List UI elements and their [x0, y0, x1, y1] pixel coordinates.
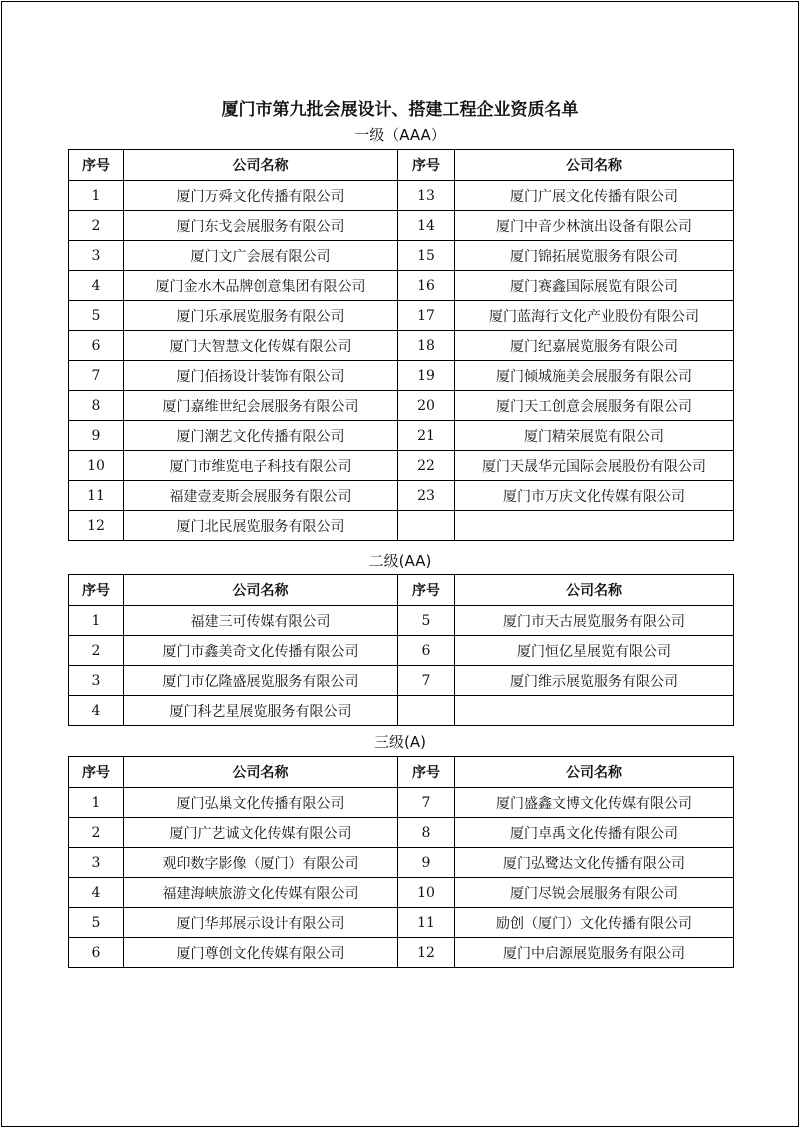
table-row — [69, 878, 734, 908]
table-row — [69, 606, 734, 636]
company-name: 福建壹麦斯会展服务有限公司 — [124, 481, 398, 511]
row-no: 10 — [398, 878, 455, 908]
table-row — [69, 301, 734, 331]
section-title-a: 三级(A) — [374, 733, 426, 751]
table-row — [69, 361, 734, 391]
company-name: 福建三可传媒有限公司 — [124, 606, 398, 636]
company-name: 厦门大智慧文化传媒有限公司 — [124, 331, 398, 361]
table-row — [69, 938, 734, 968]
table-row — [69, 421, 734, 451]
header-company-name: 公司名称 — [455, 757, 734, 788]
table-row — [69, 848, 734, 878]
company-name: 厦门精荣展览有限公司 — [455, 421, 734, 451]
company-name: 厦门锦拓展览服务有限公司 — [455, 241, 734, 271]
table-row — [69, 181, 734, 211]
row-no: 2 — [69, 211, 124, 241]
row-no: 6 — [69, 331, 124, 361]
company-name: 厦门佰扬设计装饰有限公司 — [124, 361, 398, 391]
row-no: 1 — [69, 606, 124, 636]
company-name: 厦门文广会展有限公司 — [124, 241, 398, 271]
company-name: 厦门市鑫美奇文化传播有限公司 — [124, 636, 398, 666]
row-no: 14 — [398, 211, 455, 241]
company-name: 厦门盛鑫文博文化传媒有限公司 — [455, 788, 734, 818]
row-no: 7 — [398, 788, 455, 818]
row-no: 8 — [69, 391, 124, 421]
header-company-name: 公司名称 — [124, 150, 398, 181]
table-row — [69, 451, 734, 481]
company-name: 厦门天晟华元国际会展股份有限公司 — [455, 451, 734, 481]
table-row — [69, 481, 734, 511]
company-name: 厦门弘巢文化传播有限公司 — [124, 788, 398, 818]
company-name: 厦门广展文化传播有限公司 — [455, 181, 734, 211]
row-no: 5 — [398, 606, 455, 636]
header-no: 序号 — [398, 757, 455, 788]
row-no: 19 — [398, 361, 455, 391]
row-no: 6 — [398, 636, 455, 666]
company-name: 厦门中启源展览服务有限公司 — [455, 938, 734, 968]
row-no: 3 — [69, 848, 124, 878]
company-name: 厦门市亿隆盛展览服务有限公司 — [124, 666, 398, 696]
company-name: 厦门蓝海行文化产业股份有限公司 — [455, 301, 734, 331]
row-no: 20 — [398, 391, 455, 421]
header-no: 序号 — [69, 757, 124, 788]
company-name: 厦门乐承展览服务有限公司 — [124, 301, 398, 331]
table-row — [69, 271, 734, 301]
row-no: 10 — [69, 451, 124, 481]
header-company-name: 公司名称 — [455, 150, 734, 181]
company-name: 厦门金水木品牌创意集团有限公司 — [124, 271, 398, 301]
header-company-name: 公司名称 — [124, 757, 398, 788]
company-name: 厦门卓禹文化传播有限公司 — [455, 818, 734, 848]
row-no: 4 — [69, 696, 124, 726]
row-no: 11 — [398, 908, 455, 938]
row-no: 16 — [398, 271, 455, 301]
table-header-row — [69, 575, 734, 606]
company-name: 厦门中音少林演出设备有限公司 — [455, 211, 734, 241]
section-title-aaa: 一级（AAA） — [354, 126, 446, 144]
company-name: 福建海峡旅游文化传媒有限公司 — [124, 878, 398, 908]
table-row — [69, 241, 734, 271]
company-name: 厦门纪嘉展览服务有限公司 — [455, 331, 734, 361]
row-no: 3 — [69, 666, 124, 696]
row-no: 12 — [398, 938, 455, 968]
table-row — [69, 818, 734, 848]
row-no: 4 — [69, 878, 124, 908]
row-no: 5 — [69, 301, 124, 331]
table-row — [69, 391, 734, 421]
table-row — [69, 211, 734, 241]
company-name: 厦门尽锐会展服务有限公司 — [455, 878, 734, 908]
company-name: 厦门北民展览服务有限公司 — [124, 511, 398, 541]
company-name: 厦门东戈会展服务有限公司 — [124, 211, 398, 241]
row-no: 17 — [398, 301, 455, 331]
table-row — [69, 636, 734, 666]
table-row — [69, 908, 734, 938]
company-name: 厦门广艺诚文化传媒有限公司 — [124, 818, 398, 848]
company-name: 厦门维示展览服务有限公司 — [455, 666, 734, 696]
row-no: 21 — [398, 421, 455, 451]
company-name: 厦门嘉维世纪会展服务有限公司 — [124, 391, 398, 421]
company-name: 观印数字影像（厦门）有限公司 — [124, 848, 398, 878]
table-row — [69, 331, 734, 361]
company-name: 厦门潮艺文化传播有限公司 — [124, 421, 398, 451]
section-title-aa: 二级(AA) — [368, 552, 432, 570]
company-name: 厦门科艺星展览服务有限公司 — [124, 696, 398, 726]
row-no: 9 — [69, 421, 124, 451]
row-no: 23 — [398, 481, 455, 511]
row-no: 4 — [69, 271, 124, 301]
table-row — [69, 666, 734, 696]
row-no: 8 — [398, 818, 455, 848]
header-no: 序号 — [69, 150, 124, 181]
row-no: 12 — [69, 511, 124, 541]
table-row — [69, 788, 734, 818]
company-name: 厦门市维览电子科技有限公司 — [124, 451, 398, 481]
row-no: 15 — [398, 241, 455, 271]
header-company-name: 公司名称 — [455, 575, 734, 606]
table-aaa — [68, 149, 734, 541]
header-no: 序号 — [398, 575, 455, 606]
header-no: 序号 — [69, 575, 124, 606]
row-no: 7 — [398, 666, 455, 696]
row-no: 6 — [69, 938, 124, 968]
table-header-row — [69, 150, 734, 181]
row-no: 3 — [69, 241, 124, 271]
row-no — [398, 696, 455, 726]
company-name: 厦门市万庆文化传媒有限公司 — [455, 481, 734, 511]
row-no: 9 — [398, 848, 455, 878]
row-no: 5 — [69, 908, 124, 938]
row-no: 7 — [69, 361, 124, 391]
header-company-name: 公司名称 — [124, 575, 398, 606]
company-name: 厦门万舜文化传播有限公司 — [124, 181, 398, 211]
company-name: 厦门赛鑫国际展览有限公司 — [455, 271, 734, 301]
table-row — [69, 511, 734, 541]
row-no: 11 — [69, 481, 124, 511]
company-name: 厦门华邦展示设计有限公司 — [124, 908, 398, 938]
table-header-row — [69, 757, 734, 788]
company-name: 励创（厦门）文化传播有限公司 — [455, 908, 734, 938]
row-no: 1 — [69, 181, 124, 211]
company-name: 厦门天工创意会展服务有限公司 — [455, 391, 734, 421]
row-no: 2 — [69, 636, 124, 666]
row-no: 18 — [398, 331, 455, 361]
table-aa — [68, 574, 734, 726]
company-name: 厦门市天古展览服务有限公司 — [455, 606, 734, 636]
company-name: 厦门倾城施美会展服务有限公司 — [455, 361, 734, 391]
row-no: 2 — [69, 818, 124, 848]
company-name: 厦门恒亿星展览有限公司 — [455, 636, 734, 666]
row-no: 13 — [398, 181, 455, 211]
company-name: 厦门弘鹭达文化传播有限公司 — [455, 848, 734, 878]
row-no — [398, 511, 455, 541]
company-name — [455, 696, 734, 726]
row-no: 1 — [69, 788, 124, 818]
header-no: 序号 — [398, 150, 455, 181]
company-name — [455, 511, 734, 541]
table-a — [68, 756, 734, 968]
table-row — [69, 696, 734, 726]
row-no: 22 — [398, 451, 455, 481]
company-name: 厦门尊创文化传媒有限公司 — [124, 938, 398, 968]
document-title: 厦门市第九批会展设计、搭建工程企业资质名单 — [221, 100, 579, 120]
